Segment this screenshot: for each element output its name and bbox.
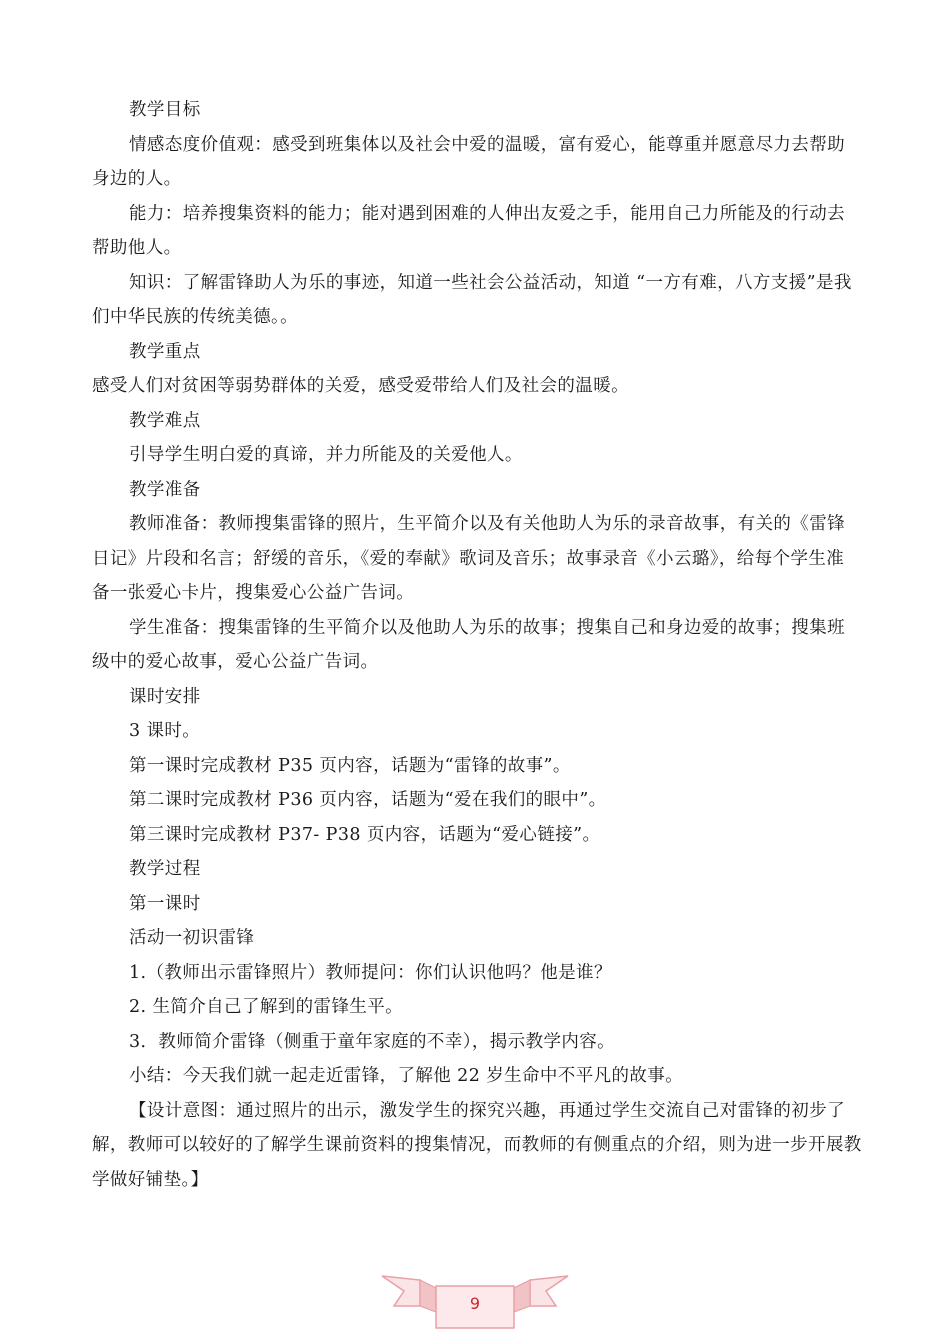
paragraph: 教师准备：教师搜集雷锋的照片，生平简介以及有关他助人为乐的录音故事，有关的《雷锋日记》片段和名言；舒缓的音乐，《爱的奉献》歌词及音乐；故事录音《小云璐》，给每个学生准备一张爱心卡片，搜集爱心公益广告词。 — [92, 514, 845, 603]
page-footer — [380, 1266, 570, 1330]
paragraph: 课时安排 — [129, 686, 201, 707]
paragraph: 教学重点 — [129, 341, 201, 362]
paragraph: 能力：培养搜集资料的能力；能对遇到困难的人伸出友爱之手，能用自己力所能及的行动去帮助他人。 — [92, 203, 845, 258]
paragraph: 知识：了解雷锋助人为乐的事迹，知道一些社会公益活动，知道 “一方有难，八方支援”是我们中华民族的传统美德。。 — [92, 272, 852, 327]
paragraph: 【设计意图：通过照片的出示，激发学生的探究兴趣，再通过学生交流自己对雷锋的初步了解，教师可以较好的了解学生课前资料的搜集情况，而教师的有侧重点的介绍，则为进一步开展教学做好铺垫。】 — [92, 1100, 862, 1190]
paragraph: 感受人们对贫困等弱势群体的关爱，感受爱带给人们及社会的温暖。 — [92, 376, 629, 396]
paragraph: 情感态度价值观：感受到班集体以及社会中爱的温暖，富有爱心，能尊重并愿意尽力去帮助身边的人。 — [92, 134, 845, 189]
paragraph: 3 课时。 — [129, 721, 201, 741]
paragraph: 第二课时完成教材 P36 页内容，话题为“爱在我们的眼中”。 — [129, 790, 607, 810]
paragraph: 小结：今天我们就一起走近雷锋，了解他 22 岁生命中不平凡的故事。 — [129, 1066, 684, 1086]
paragraph: 1.（教师出示雷锋照片）教师提问：你们认识他吗？他是谁？ — [129, 962, 612, 983]
page-number: 9 — [469, 1294, 481, 1313]
paragraph: 引导学生明白爱的真谛，并力所能及的关爱他人。 — [129, 445, 523, 465]
paragraph: 活动一初识雷锋 — [129, 928, 255, 948]
paragraph: 教学难点 — [129, 410, 201, 431]
paragraph: 教学准备 — [129, 479, 201, 500]
paragraph: 2. 生简介自己了解到的雷锋生平。 — [129, 997, 404, 1017]
document-body — [92, 93, 862, 1197]
paragraph: 第三课时完成教材 P37- P38 页内容，话题为“爱心链接”。 — [129, 824, 601, 845]
paragraph: 第一课时完成教材 P35 页内容，话题为“雷锋的故事”。 — [129, 755, 571, 776]
paragraph: 教学过程 — [129, 859, 201, 879]
paragraph: 学生准备：搜集雷锋的生平简介以及他助人为乐的故事；搜集自己和身边爱的故事；搜集班级中的爱心故事，爱心公益广告词。 — [92, 617, 845, 672]
paragraph: 教学目标 — [129, 100, 201, 120]
paragraph: 第一课时 — [129, 893, 201, 914]
paragraph: 3．教师简介雷锋（侧重于童年家庭的不幸），揭示教学内容。 — [129, 1031, 616, 1052]
